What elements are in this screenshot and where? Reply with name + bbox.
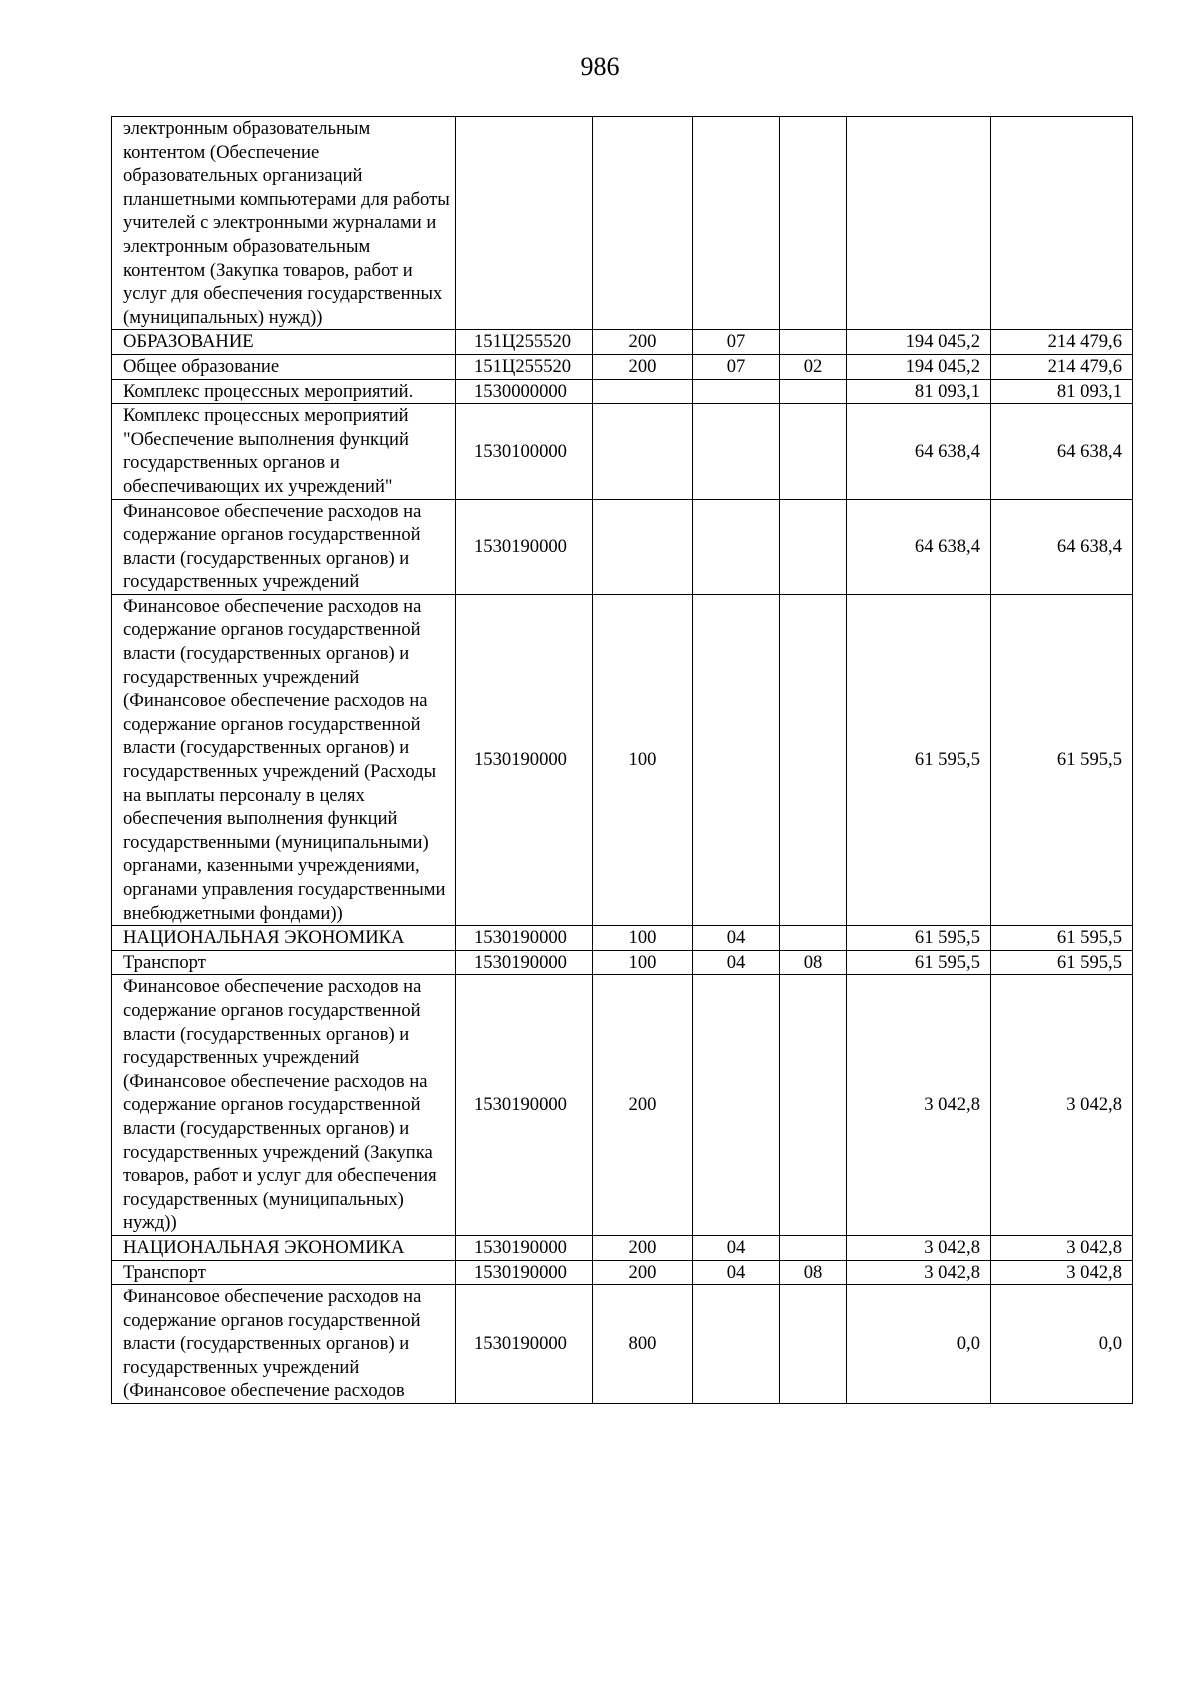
section-cell: 07 [693, 330, 780, 355]
page-number: 986 [580, 52, 620, 81]
expense-type-cell [593, 499, 693, 594]
expense-type-cell: 100 [593, 950, 693, 975]
subsection-cell [780, 117, 847, 330]
row-name-cell: Комплекс процессных мероприятий. [112, 379, 456, 404]
expense-type-cell: 200 [593, 975, 693, 1236]
target-article-cell: 1530190000 [456, 1235, 593, 1260]
amount-year1-cell: 61 595,5 [847, 926, 991, 951]
target-article-cell: 1530100000 [456, 404, 593, 499]
table-row [112, 499, 1133, 594]
subsection-cell [780, 926, 847, 951]
section-cell: 07 [693, 354, 780, 379]
amount-year2-cell: 3 042,8 [991, 1260, 1133, 1285]
section-cell: 04 [693, 950, 780, 975]
section-cell [693, 117, 780, 330]
expense-type-cell: 100 [593, 594, 693, 925]
target-article-cell: 1530190000 [456, 1260, 593, 1285]
target-article-cell: 151Ц255520 [456, 354, 593, 379]
amount-year2-cell: 61 595,5 [991, 950, 1133, 975]
subsection-cell [780, 594, 847, 925]
row-name-cell: Финансовое обеспечение расходов на содержание органов государственной власти (государственных органов) и государственных учреждений (Финансовое обеспечение расходов на содержание органов государственной власти (государственных органов) и государственных учреждений (Расходы на выплаты персоналу в целях обеспечения выполнения функций государственными (муниципальными) органами, казенными учреждениями, органами управления государственными внебюджетными фондами)) [112, 594, 456, 925]
table-row [112, 1260, 1133, 1285]
section-cell [693, 975, 780, 1236]
row-name-cell: электронным образовательным контентом (Обеспечение образовательных организаций планшетными компьютерами для работы учителей с электронными журналами и электронным образовательным контентом (Закупка товаров, работ и услуг для обеспечения государственных (муниципальных) нужд)) [112, 117, 456, 330]
amount-year2-cell: 81 093,1 [991, 379, 1133, 404]
expense-type-cell: 200 [593, 1260, 693, 1285]
subsection-cell: 02 [780, 354, 847, 379]
table-row [112, 1285, 1133, 1404]
amount-year1-cell: 3 042,8 [847, 975, 991, 1236]
subsection-cell: 08 [780, 950, 847, 975]
subsection-cell [780, 1285, 847, 1404]
subsection-cell [780, 499, 847, 594]
amount-year2-cell: 3 042,8 [991, 1235, 1133, 1260]
section-cell [693, 404, 780, 499]
budget-table-body [112, 117, 1133, 1404]
expense-type-cell: 200 [593, 330, 693, 355]
table-row [112, 379, 1133, 404]
budget-table [111, 116, 1133, 1404]
row-name-cell: Комплекс процессных мероприятий "Обеспечение выполнения функций государственных органов и обеспечивающих их учреждений" [112, 404, 456, 499]
target-article-cell: 1530190000 [456, 975, 593, 1236]
target-article-cell: 151Ц255520 [456, 330, 593, 355]
row-name-cell: НАЦИОНАЛЬНАЯ ЭКОНОМИКА [112, 926, 456, 951]
subsection-cell [780, 1235, 847, 1260]
amount-year2-cell: 214 479,6 [991, 354, 1133, 379]
row-name-cell: Финансовое обеспечение расходов на содержание органов государственной власти (государственных органов) и государственных учреждений [112, 499, 456, 594]
amount-year2-cell: 64 638,4 [991, 404, 1133, 499]
amount-year1-cell: 194 045,2 [847, 354, 991, 379]
table-row [112, 354, 1133, 379]
amount-year1-cell: 3 042,8 [847, 1260, 991, 1285]
subsection-cell [780, 975, 847, 1236]
section-cell: 04 [693, 926, 780, 951]
target-article-cell: 1530190000 [456, 594, 593, 925]
amount-year1-cell: 61 595,5 [847, 950, 991, 975]
section-cell [693, 594, 780, 925]
row-name-cell: НАЦИОНАЛЬНАЯ ЭКОНОМИКА [112, 1235, 456, 1260]
table-row [112, 975, 1133, 1236]
section-cell [693, 1285, 780, 1404]
amount-year1-cell: 64 638,4 [847, 404, 991, 499]
amount-year1-cell [847, 117, 991, 330]
target-article-cell: 1530190000 [456, 499, 593, 594]
amount-year2-cell: 61 595,5 [991, 594, 1133, 925]
amount-year2-cell: 214 479,6 [991, 330, 1133, 355]
amount-year2-cell: 3 042,8 [991, 975, 1133, 1236]
subsection-cell [780, 330, 847, 355]
amount-year1-cell: 81 093,1 [847, 379, 991, 404]
target-article-cell: 1530190000 [456, 950, 593, 975]
table-row [112, 117, 1133, 330]
expense-type-cell: 100 [593, 926, 693, 951]
table-row [112, 404, 1133, 499]
row-name-cell: Финансовое обеспечение расходов на содержание органов государственной власти (государственных органов) и государственных учреждений (Финансовое обеспечение расходов на содержание органов государственной власти (государственных органов) и государственных учреждений (Закупка товаров, работ и услуг для обеспечения государственных (муниципальных) нужд)) [112, 975, 456, 1236]
target-article-cell: 1530190000 [456, 1285, 593, 1404]
expense-type-cell [593, 379, 693, 404]
amount-year1-cell: 194 045,2 [847, 330, 991, 355]
section-cell [693, 379, 780, 404]
subsection-cell [780, 404, 847, 499]
expense-type-cell [593, 117, 693, 330]
table-row [112, 1235, 1133, 1260]
table-row [112, 594, 1133, 925]
row-name-cell: Общее образование [112, 354, 456, 379]
target-article-cell [456, 117, 593, 330]
amount-year1-cell: 3 042,8 [847, 1235, 991, 1260]
row-name-cell: ОБРАЗОВАНИЕ [112, 330, 456, 355]
amount-year1-cell: 64 638,4 [847, 499, 991, 594]
table-row [112, 926, 1133, 951]
target-article-cell: 1530000000 [456, 379, 593, 404]
table-row [112, 950, 1133, 975]
amount-year2-cell: 64 638,4 [991, 499, 1133, 594]
expense-type-cell [593, 404, 693, 499]
amount-year1-cell: 0,0 [847, 1285, 991, 1404]
amount-year2-cell: 0,0 [991, 1285, 1133, 1404]
row-name-cell: Транспорт [112, 1260, 456, 1285]
section-cell: 04 [693, 1260, 780, 1285]
row-name-cell: Финансовое обеспечение расходов на содержание органов государственной власти (государственных органов) и государственных учреждений (Финансовое обеспечение расходов [112, 1285, 456, 1404]
subsection-cell: 08 [780, 1260, 847, 1285]
subsection-cell [780, 379, 847, 404]
expense-type-cell: 200 [593, 1235, 693, 1260]
amount-year2-cell: 61 595,5 [991, 926, 1133, 951]
amount-year2-cell [991, 117, 1133, 330]
expense-type-cell: 200 [593, 354, 693, 379]
row-name-cell: Транспорт [112, 950, 456, 975]
amount-year1-cell: 61 595,5 [847, 594, 991, 925]
target-article-cell: 1530190000 [456, 926, 593, 951]
section-cell [693, 499, 780, 594]
section-cell: 04 [693, 1235, 780, 1260]
table-row [112, 330, 1133, 355]
expense-type-cell: 800 [593, 1285, 693, 1404]
